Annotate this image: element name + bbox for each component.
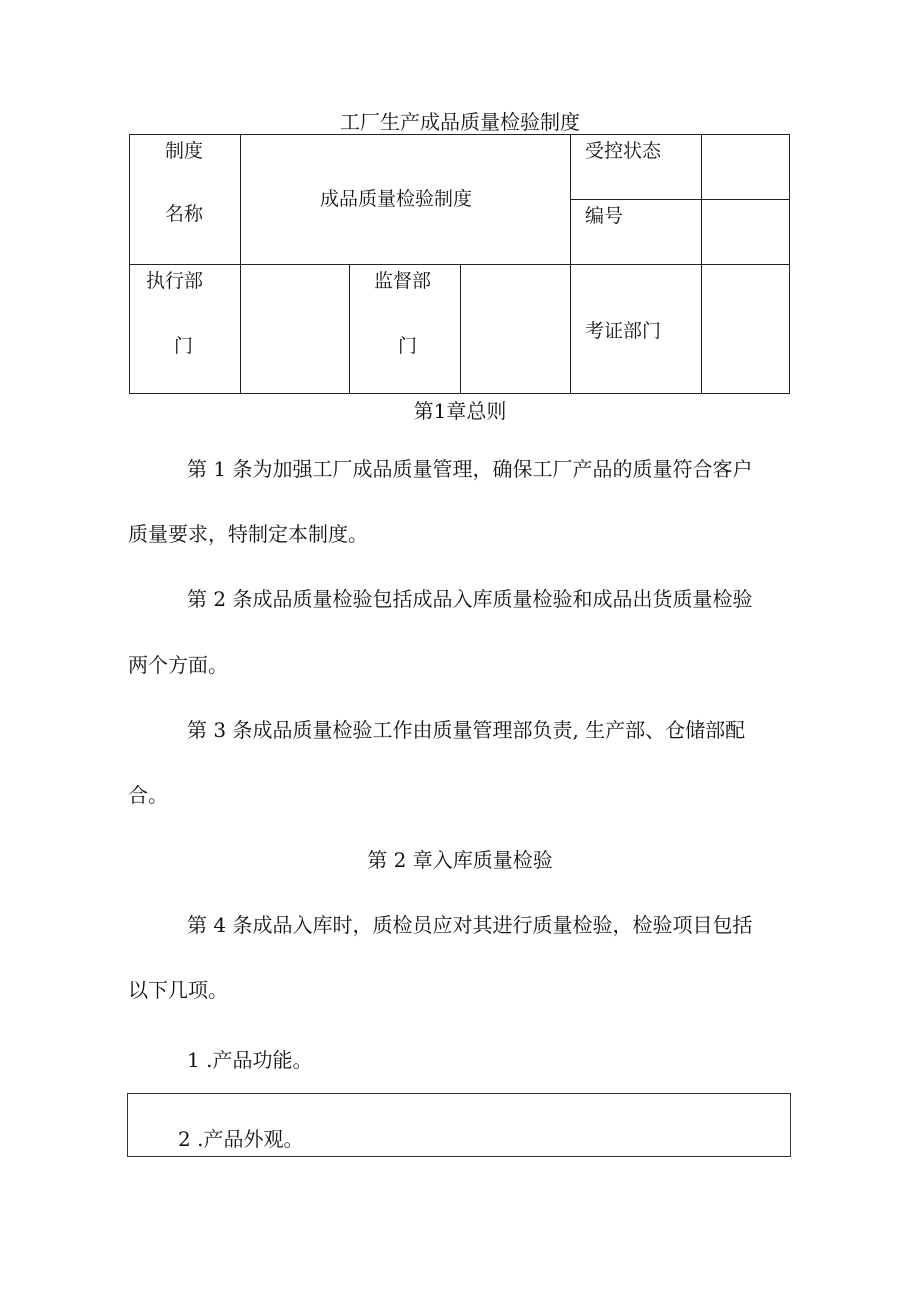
table-col-divider-4: [570, 134, 571, 394]
table-col-divider-5: [701, 134, 702, 394]
table-col-divider-1: [240, 134, 241, 394]
table-row-divider-right: [570, 199, 790, 200]
label-super-dept-line2: 门: [398, 335, 418, 357]
article3-line2: 合。: [128, 783, 168, 807]
label-system: 制度: [165, 140, 204, 162]
list-item-1: 1 .产品功能。: [187, 1048, 313, 1072]
article3-line1: 第 3 条成品质量检验工作由质量管理部负责, 生产部、仓储部配: [187, 718, 746, 742]
table-border-top: [129, 134, 790, 135]
label-number: 编号: [585, 205, 624, 227]
article2-line2: 两个方面。: [128, 653, 228, 677]
list-item-2: 2 .产品外观。: [178, 1127, 304, 1151]
article1-line2: 质量要求，特制定本制度。: [128, 522, 368, 546]
document-title: 工厂生产成品质量检验制度: [340, 110, 580, 134]
label-cert-dept: 考证部门: [585, 320, 662, 342]
label-super-dept-line1: 监督部: [374, 270, 432, 292]
article2-line1: 第 2 条成品质量检验包括成品入库质量检验和成品出货质量检验: [187, 587, 753, 611]
table-border-left: [129, 134, 130, 394]
chapter1-heading: 第1章总则: [413, 399, 507, 423]
table-col-divider-2: [349, 264, 350, 394]
label-control-status: 受控状态: [585, 140, 662, 162]
table-col-divider-3: [460, 264, 461, 394]
label-exec-dept-line2: 门: [174, 335, 194, 357]
chapter2-heading: 第 2 章入库质量检验: [367, 848, 553, 872]
article1-line1: 第 1 条为加强工厂成品质量管理，确保工厂产品的质量符合客户: [187, 457, 753, 481]
label-name: 名称: [165, 203, 204, 225]
system-name-value: 成品质量检验制度: [320, 188, 473, 210]
table-border-right: [789, 134, 790, 394]
label-exec-dept-line1: 执行部: [146, 270, 204, 292]
article4-line2: 以下几项。: [128, 978, 228, 1002]
article4-line1: 第 4 条成品入库时，质检员应对其进行质量检验，检验项目包括: [187, 913, 753, 937]
